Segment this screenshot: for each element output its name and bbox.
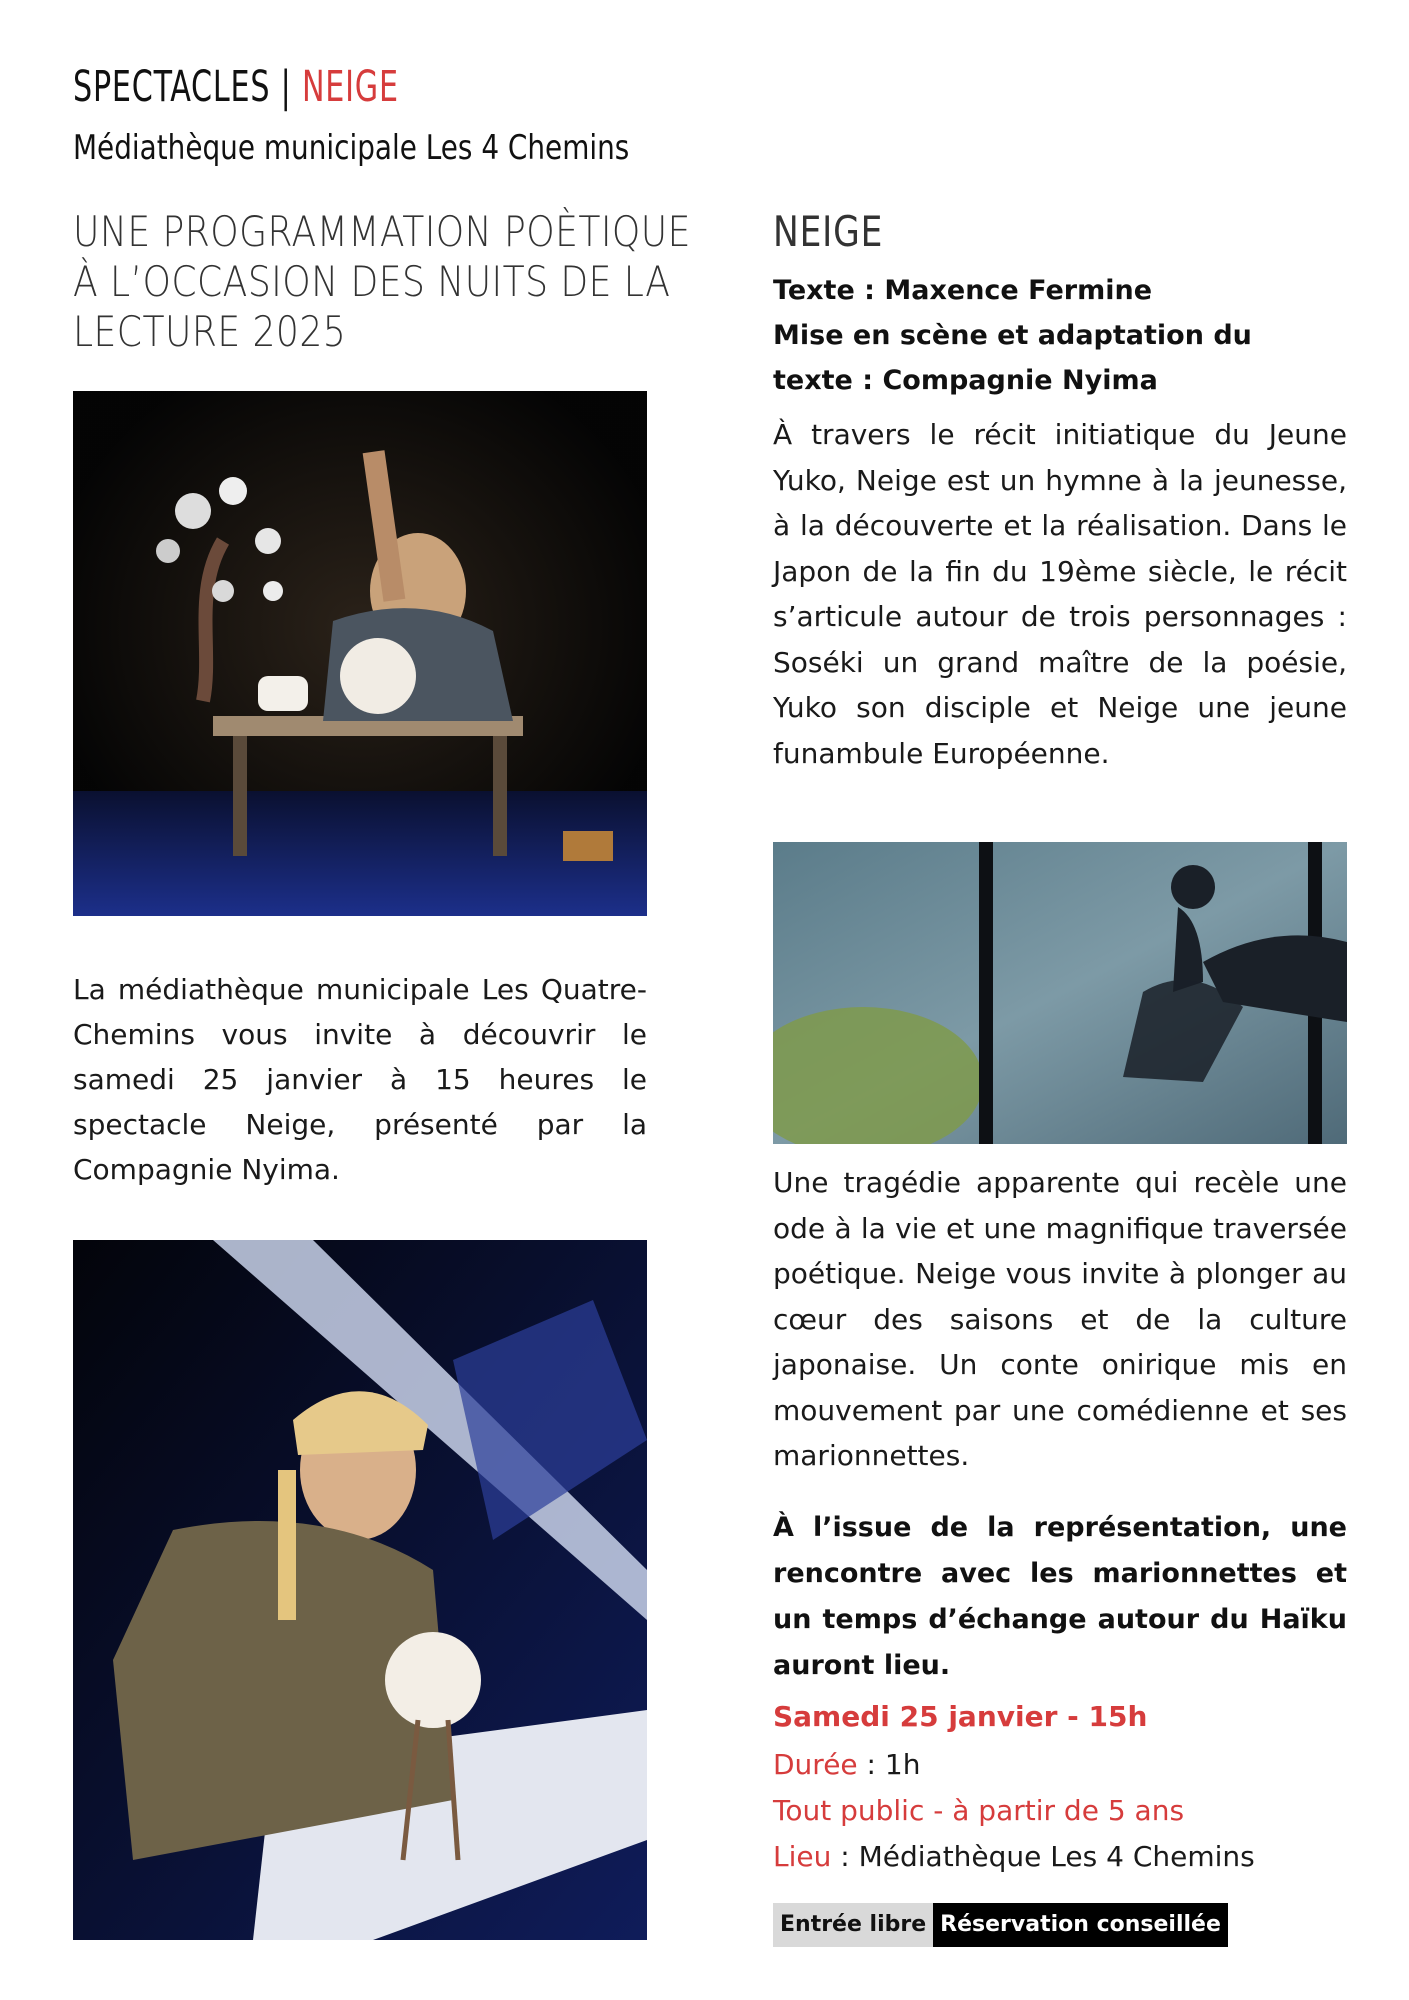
stage-photo-table bbox=[73, 391, 647, 916]
show-title: NEIGE bbox=[773, 207, 884, 256]
place-label: Lieu bbox=[773, 1840, 832, 1873]
programme-line: UNE PROGRAMMATION POÈTIQUE bbox=[73, 207, 691, 256]
duration-value: : 1h bbox=[857, 1748, 921, 1781]
programme-heading bbox=[73, 207, 691, 357]
credit-staging: texte : Compagnie Nyima bbox=[773, 365, 1158, 396]
synopsis-paragraph: À travers le récit initiatique du Jeune Yuko, Neige est un hymne à la jeunesse, à la découverte et la réalisation. Dans le Japon de la fin du 19ème siècle, le récit s’articule autour de trois personnages : Soséki un grand maître de la poésie, Yuko son disciple et Neige une jeune funambule Européenne. bbox=[773, 418, 1347, 770]
stage-photo-kneeling bbox=[73, 1240, 647, 1940]
shadow-photo bbox=[773, 842, 1347, 1144]
credit-staging: Mise en scène et adaptation du bbox=[773, 320, 1252, 351]
highlight-paragraph: À l’issue de la représentation, une rencontre avec les marionnettes et un temps d’échange autour du Haïku auront lieu. bbox=[773, 1512, 1347, 1681]
header-title bbox=[73, 62, 399, 112]
duration-line bbox=[773, 1748, 920, 1781]
audience-line bbox=[773, 1794, 1184, 1827]
booking-badge: Réservation conseillée bbox=[933, 1903, 1228, 1947]
audience-label: Tout public - à partir de 5 ans bbox=[773, 1794, 1185, 1827]
credits-block bbox=[773, 268, 1347, 403]
free-entry-badge: Entrée libre bbox=[773, 1903, 933, 1947]
programme-line: À L’OCCASION DES NUITS DE LA bbox=[73, 257, 671, 306]
programme-line: LECTURE 2025 bbox=[73, 307, 347, 356]
intro-paragraph: La médiathèque municipale Les Quatre-Chemins vous invite à découvrir le samedi 25 janvier à 15 heures le spectacle Neige, présenté par la Compagnie Nyima. bbox=[73, 973, 647, 1186]
place-line bbox=[773, 1840, 1255, 1873]
event-date: Samedi 25 janvier - 15h bbox=[773, 1700, 1148, 1733]
duration-label: Durée bbox=[773, 1748, 858, 1781]
synopsis-paragraph-2: Une tragédie apparente qui recèle une ode à la vie et une magnifique traversée poétique. Neige vous invite à plonger au cœur des saisons et de la culture japonaise. Un conte onirique mis en mouvement par une comédienne et ses marionnettes. bbox=[773, 1166, 1347, 1472]
venue-subtitle: Médiathèque municipale Les 4 Chemins bbox=[73, 128, 630, 168]
section-label: SPECTACLES | bbox=[73, 62, 302, 112]
show-label: NEIGE bbox=[301, 62, 399, 112]
place-value: : Médiathèque Les 4 Chemins bbox=[831, 1840, 1255, 1873]
badges bbox=[773, 1903, 1228, 1947]
credit-text: Texte : Maxence Fermine bbox=[773, 275, 1153, 306]
